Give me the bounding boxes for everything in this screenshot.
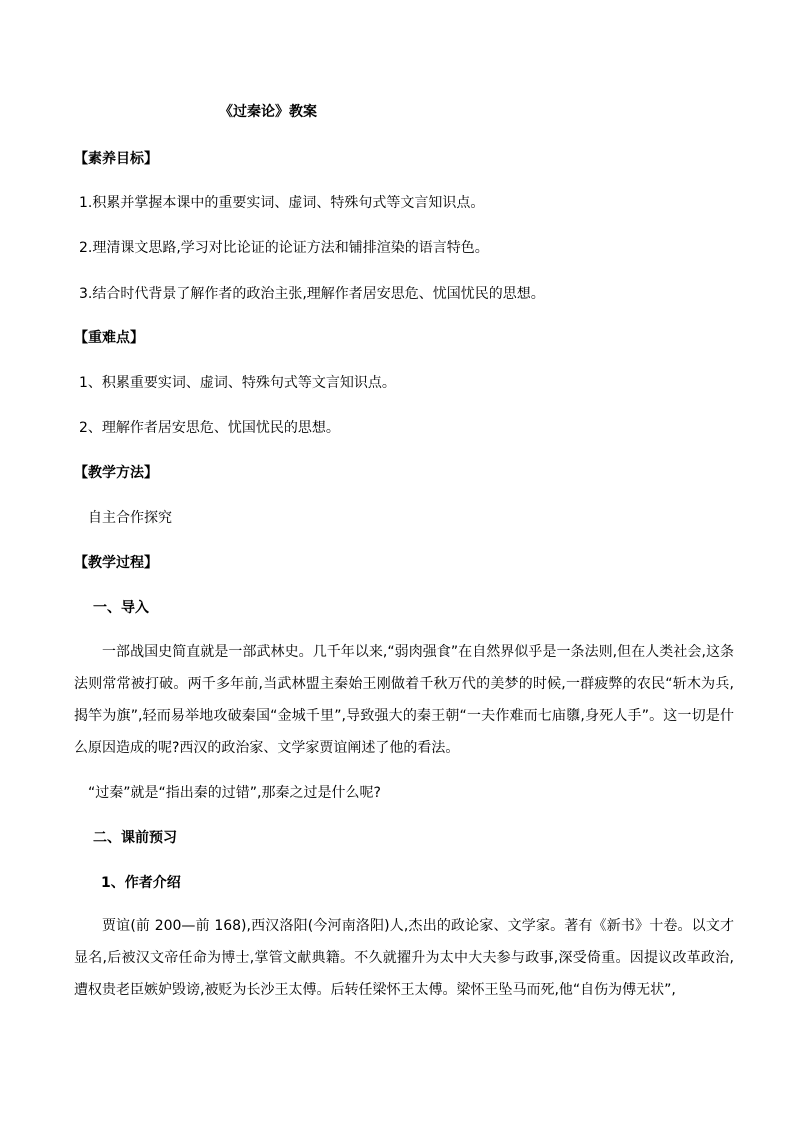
process-heading: 【教学过程】 [74, 555, 158, 571]
author-paragraph: 贾谊(前 200—前 168),西汉洛阳(今河南洛阳)人,杰出的政论家、文学家。著有《新书》十卷。以文才显名,后被汉文帝任命为博士,掌管文献典籍。不久就擢升为太中大夫参与政事,深受倚重。因提议改革政治,遭权贵老臣嫉妒毁谤,被贬为长沙王太傅。后转任梁怀王太傅。梁怀王坠马而死,他“自伤为傅无状”, [74, 918, 734, 998]
goal-item-1: 1.积累并掌握本课中的重要实词、虚词、特殊句式等文言知识点。 [79, 195, 485, 211]
author-heading: 1、作者介绍 [101, 875, 181, 891]
key-point-item-1: 1、积累重要实词、虚词、特殊句式等文言知识点。 [79, 375, 396, 391]
document-title: 《过秦论》教案 [219, 104, 317, 120]
intro-heading: 一、导入 [93, 600, 149, 616]
intro-question: “过秦”就是“指出秦的过错”,那秦之过是什么呢? [88, 785, 381, 801]
key-points-heading: 【重难点】 [74, 330, 144, 346]
intro-paragraph: 一部战国史简直就是一部武林史。几千年以来,“弱肉强食”在自然界似乎是一条法则,但在人类社会,这条法则常常被打破。两千多年前,当武林盟主秦始王刚做着千秋万代的美梦的时候,一群疲弊的农民“斩木为兵,揭竿为旗”,轻而易举地攻破秦国“金城千里”,导致强大的秦王朝“一夫作难而七庙隳,身死人手”。这一切是什么原因造成的呢?西汉的政治家、文学家贾谊阐述了他的看法。 [74, 644, 734, 756]
method-heading: 【教学方法】 [74, 465, 158, 481]
goal-item-2: 2.理清课文思路,学习对比论证的论证方法和铺排渲染的语言特色。 [79, 240, 489, 256]
goals-heading: 【素养目标】 [74, 151, 158, 167]
goal-item-3: 3.结合时代背景了解作者的政治主张,理解作者居安思危、忧国忧民的思想。 [79, 286, 545, 302]
key-point-item-2: 2、理解作者居安思危、忧国忧民的思想。 [79, 420, 340, 436]
method-text: 自主合作探究 [88, 510, 172, 526]
preview-heading: 二、课前预习 [93, 830, 177, 846]
